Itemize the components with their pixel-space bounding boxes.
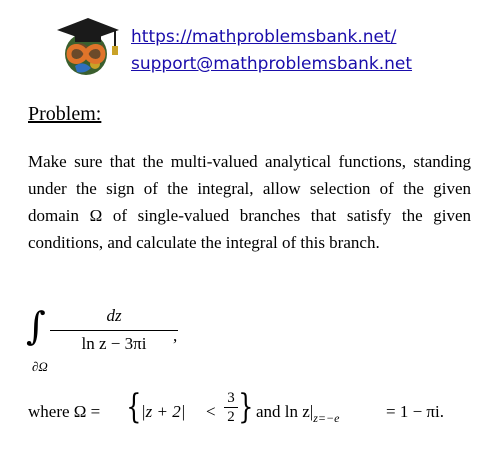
set-expression: |z + 2| (141, 402, 186, 421)
problem-heading: Problem: (28, 103, 102, 125)
domain-condition (28, 388, 488, 438)
fraction-bar (50, 330, 178, 331)
integrand-fraction (50, 305, 178, 355)
page-header (57, 14, 457, 84)
less-than-sign: < (206, 402, 216, 421)
integral-subscript: ∂Ω (32, 359, 48, 374)
problem-statement: Make sure that the multi-valued analytical functions, standing under the sign of the integral, allow selection of the given domain Ω of single-valued branches that satisfy the given conditions, and calculate the integral of this branch. (28, 152, 471, 252)
where-label: where Ω = (28, 402, 101, 421)
integral-sign: ∫ (26, 304, 46, 348)
branch-condition (256, 402, 340, 425)
integral-expression (26, 305, 226, 375)
graduation-cap-globe-logo (57, 14, 123, 80)
bound-fraction-bar (224, 407, 238, 408)
right-brace: } (238, 387, 254, 427)
bound-denominator: 2 (227, 409, 235, 425)
integrand-denominator: ln z − 3πi (81, 334, 147, 353)
left-brace: { (126, 387, 142, 427)
website-link[interactable]: https://mathproblemsbank.net/ (131, 27, 397, 47)
branch-value: = 1 − πi. (386, 402, 444, 421)
integral-trailing-comma: , (173, 326, 178, 345)
bound-fraction (224, 390, 238, 425)
contact-links (131, 24, 412, 78)
evaluation-subscript: z=−e (313, 411, 340, 425)
email-link[interactable]: support@mathproblemsbank.net (131, 54, 413, 74)
and-log-text: and ln z| (256, 402, 314, 421)
integrand-numerator: dz (106, 306, 122, 325)
bound-numerator: 3 (227, 390, 235, 406)
